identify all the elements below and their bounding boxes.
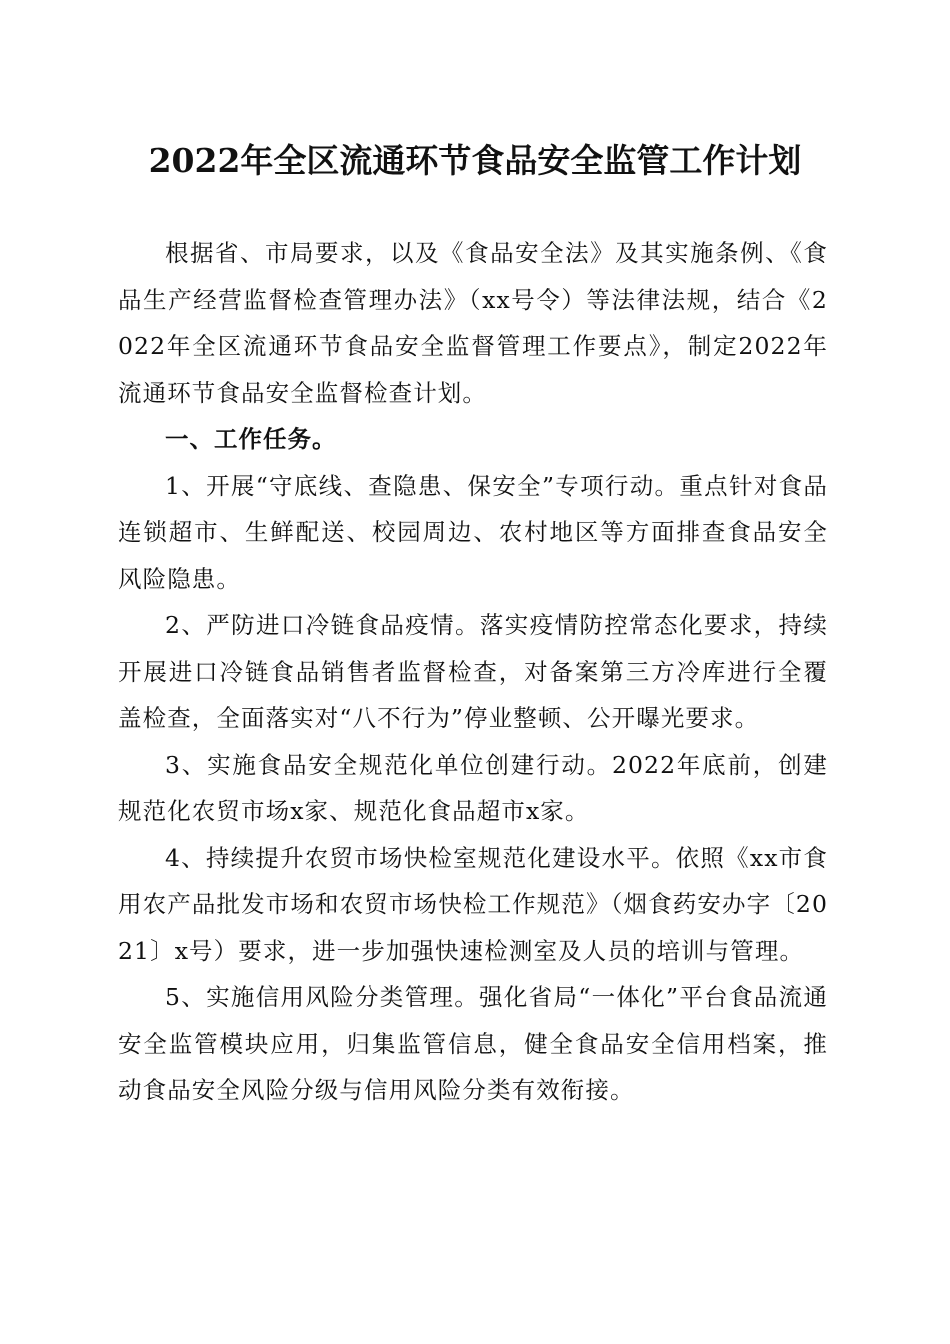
document-body — [118, 230, 828, 1114]
intro-paragraph: 根据省、市局要求，以及《食品安全法》及其实施条例、《食品生产经营监督检查管理办法》（xx号令）等法律法规，结合《2022年全区流通环节食品安全监督管理工作要点》，制定2022年流通环节食品安全监督检查计划。 — [118, 239, 828, 407]
section-heading-tasks: 一、工作任务。 — [165, 425, 337, 453]
task-item-5: 5、实施信用风险分类管理。强化省局“一体化”平台食品流通安全监管模块应用，归集监管信息，健全食品安全信用档案，推动食品安全风险分级与信用风险分类有效衔接。 — [118, 983, 828, 1104]
task-item-1: 1、开展“守底线、查隐患、保安全”专项行动。重点针对食品连锁超市、生鲜配送、校园周边、农村地区等方面排查食品安全风险隐患。 — [118, 471, 828, 593]
document-title: 2022年全区流通环节食品安全监管工作计划 — [148, 141, 802, 180]
task-item-2: 2、严防进口冷链食品疫情。落实疫情防控常态化要求，持续开展进口冷链食品销售者监督检查，对备案第三方冷库进行全覆盖检查，全面落实对“八不行为”停业整顿、公开曝光要求。 — [118, 611, 828, 732]
task-item-3: 3、实施食品安全规范化单位创建行动。2022年底前，创建规范化农贸市场x家、规范化食品超市x家。 — [118, 750, 828, 825]
task-item-4: 4、持续提升农贸市场快检室规范化建设水平。依照《xx市食用农产品批发市场和农贸市场快检工作规范》（烟食药安办字〔2021〕x号）要求，进一步加强快速检测室及人员的培训与管理。 — [118, 843, 828, 965]
